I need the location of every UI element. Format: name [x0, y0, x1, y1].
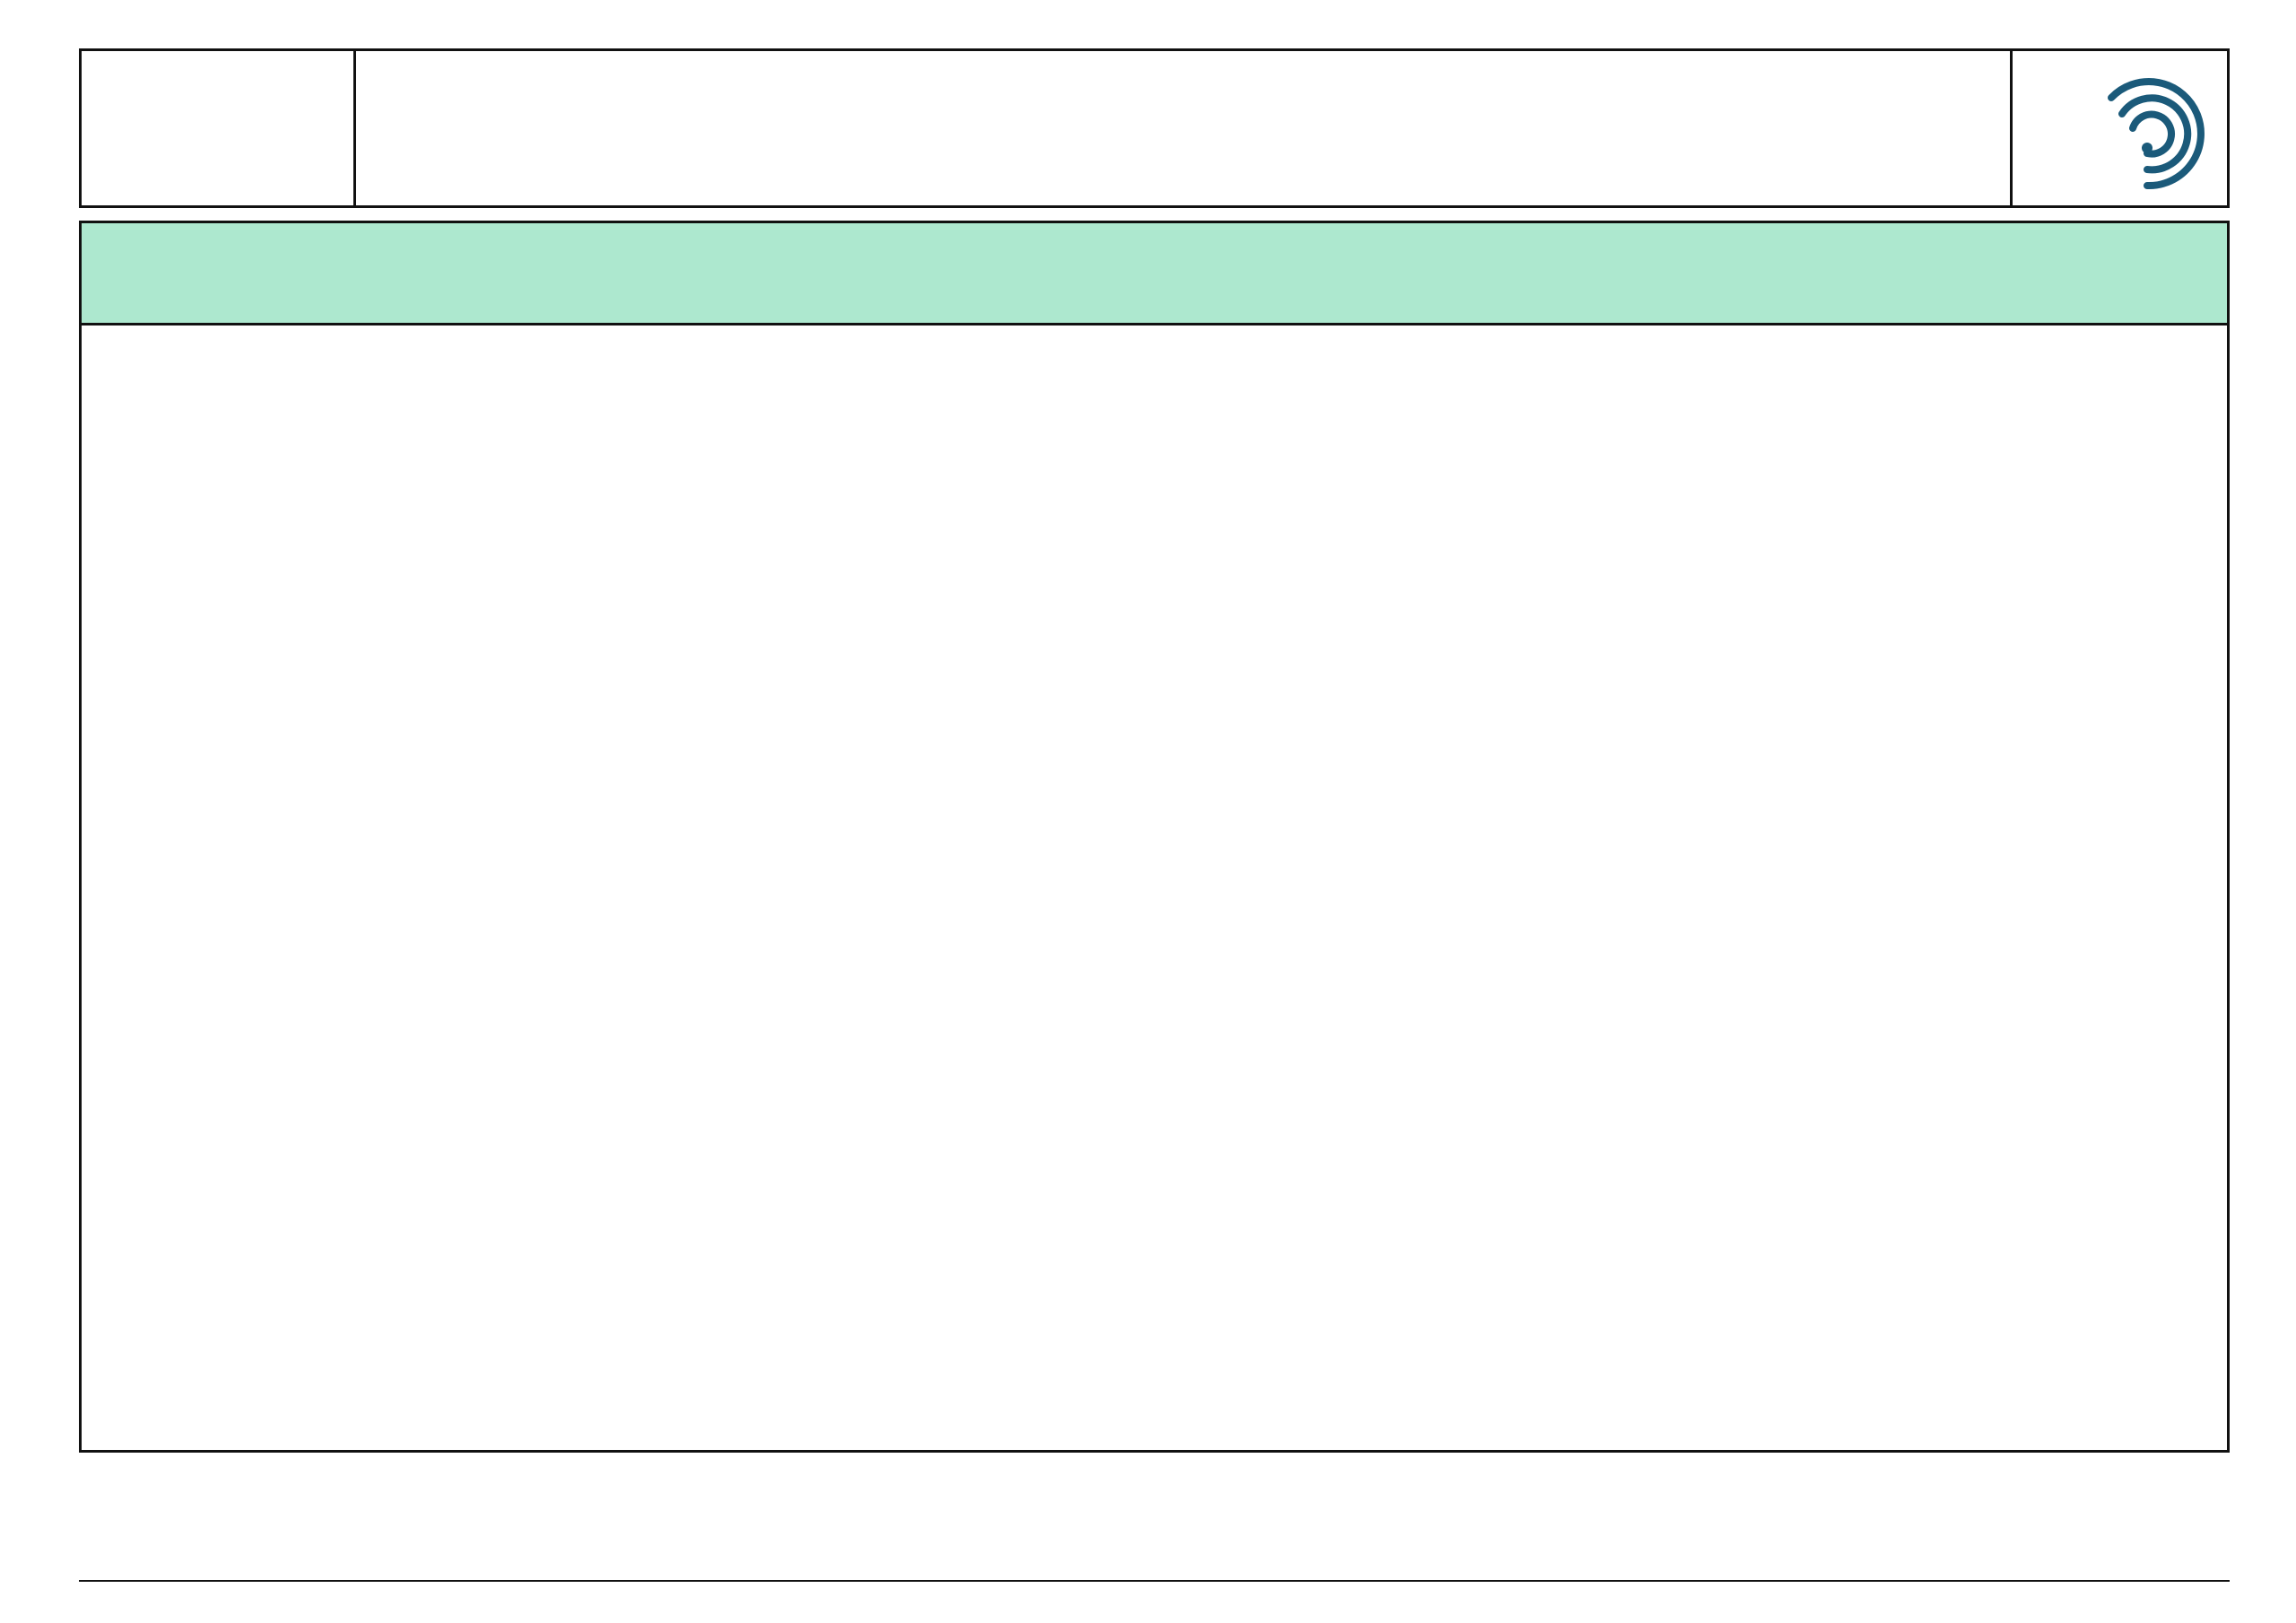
footer-update: [2221, 1551, 2237, 1574]
meta-cell: [82, 51, 356, 205]
table-header-row: [82, 223, 2227, 325]
footer-divider: [79, 1580, 2230, 1582]
date-row: [82, 101, 353, 150]
logo-cell: [2010, 51, 2227, 205]
meteorological-organization-logo: [2013, 51, 2224, 205]
forecast-table: [79, 221, 2230, 1453]
header-box: [79, 48, 2230, 208]
page-title: [356, 51, 2010, 205]
code-row: [82, 51, 353, 100]
page-row: [82, 152, 353, 200]
